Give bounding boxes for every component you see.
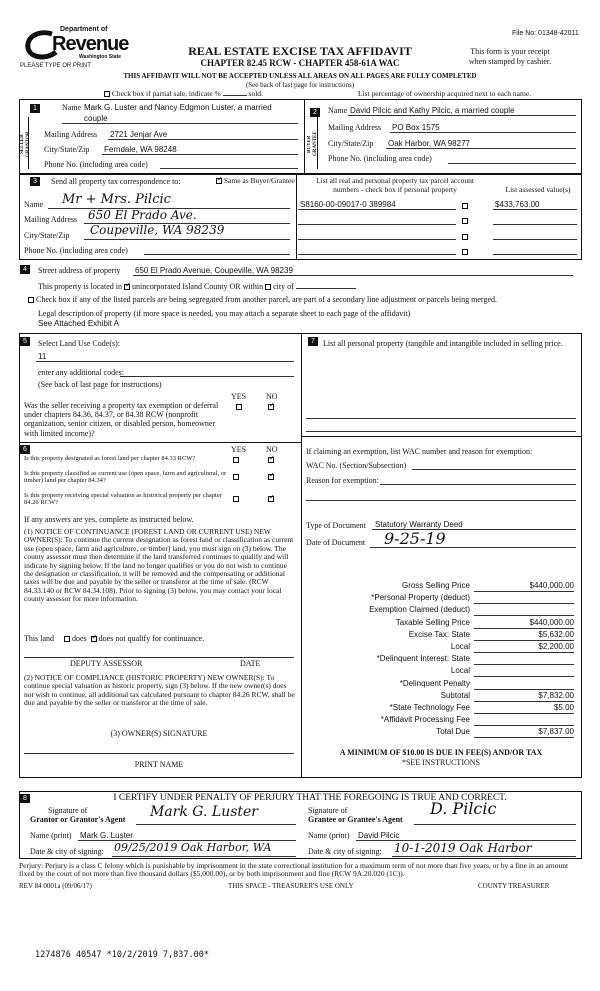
doc-type-label: Type of Document: [306, 521, 366, 530]
treasurer-stamp: 1274876 40547 *10/2/2019 7,837.00*: [35, 950, 209, 960]
section-5-number: 5: [20, 337, 30, 346]
tax-row-label: Excise Tax: State: [408, 629, 470, 639]
personal-property-label: List all personal property (tangible and intangible included in selling price.: [323, 339, 563, 348]
personal-property-line-1[interactable]: [306, 418, 576, 419]
buyer-side-label: BUYER GRANTEE: [307, 131, 318, 157]
tax-row-label: Total Due: [436, 727, 470, 737]
buyer-name[interactable]: David Pilcic and Kathy Pilcic, a married couple: [350, 106, 515, 115]
grantee-sig-label-1: Signature of: [308, 806, 348, 815]
parcels-header-2: numbers - check box if personal property: [333, 185, 457, 194]
wac-field[interactable]: [412, 469, 576, 470]
see-instructions-note: *SEE INSTRUCTIONS: [401, 758, 480, 767]
assessor-signature-line[interactable]: [24, 657, 294, 658]
tax-row-value[interactable]: $440,000.00: [474, 581, 574, 592]
tax-row-label: *Affidavit Processing Fee: [380, 715, 470, 725]
located-row: [38, 282, 356, 291]
same-as-buyer-label: Same as Buyer/Grantee: [223, 176, 295, 185]
tax-row-label: Exemption Claimed (deduct): [369, 605, 470, 615]
unincorporated-label: unincorporated Island County OR within: [131, 282, 264, 291]
partial-sale-label: Check box if partial sale, indicate %: [111, 89, 221, 98]
grantee-sig-label-2: Grantee or Grantee's Agent: [308, 815, 403, 824]
city-of-field[interactable]: [296, 288, 356, 289]
compliance-notice: (2) NOTICE OF COMPLIANCE (HISTORIC PROPERTY) NEW OWNER(S): To continue special valuation as historic property, sign (3) below. If the new owner(s) does not wish to continue, all additional tax calculated pursuant to chapter 84.26 RCW, shall be due and payable by the seller or transferor at the time of sale.: [24, 673, 295, 708]
partial-sale-row: [104, 90, 263, 99]
minimum-due-note: A MINIMUM OF $10.00 IS DUE IN FEE(S) AND/OR TAX: [339, 748, 543, 757]
this-land-label: This land: [24, 634, 54, 643]
located-label: This property is located in: [38, 282, 122, 291]
segregated-row: [28, 295, 497, 304]
seller-mailing-label: Mailing Address: [44, 130, 98, 139]
land-use-no-header: NO: [266, 392, 278, 401]
grantor-name-label: Name (print): [30, 831, 72, 840]
tax-row-label: Gross Selling Price: [401, 581, 470, 590]
certification-statement: I CERTIFY UNDER PENALTY OF PERJURY THAT THE FOREGOING IS TRUE AND CORRECT.: [113, 793, 507, 803]
forest-land-question: Is this property designated as forest land per chapter 84.33 RCW?: [24, 455, 196, 462]
tax-row-value[interactable]: [474, 593, 574, 604]
logo-department-text: Department of: [60, 26, 108, 33]
grantee-date-city[interactable]: 10-1-2019 Oak Harbor: [394, 841, 532, 855]
grantor-date-label: Date & city of signing:: [30, 847, 104, 856]
continuance-notice: (1) NOTICE OF CONTINUANCE (FOREST LAND OR CURRENT USE) NEW OWNER(S): To continue the current designation as forest land or classification as current use (open space, farm and agriculture, or timber) land, you must sign on (3) below. The county assessor must then determine if the land transferred continues to qualify and will indicate by signing below. If the land no longer qualifies or you do not wish to continue the designation or classification, it will be removed and the compensating or additional taxes will be due and payable by the seller or transferor at the time of sale. (RCW 84.33.140 or RCW 84.34.108). Prior to signing (3) below, you may contact your local county assessor for more information.: [24, 527, 294, 604]
form-subtitle: CHAPTER 82.45 RCW - CHAPTER 458-61A WAC: [200, 58, 400, 68]
buyer-city-label: City/State/Zip: [328, 139, 374, 148]
deputy-assessor-label: DEPUTY ASSESSOR: [70, 659, 143, 668]
corr-name-handwritten[interactable]: Mr + Mrs. Pilcic: [62, 192, 171, 207]
legal-description-label: Legal description of property (if more space is needed, you may attach a separate sheet to each page of the affidavit): [38, 309, 411, 318]
section-8-number: 8: [20, 794, 30, 803]
partial-percent-field[interactable]: [223, 95, 247, 96]
parcel-row-2[interactable]: [298, 224, 456, 225]
land-use-yes-header: YES: [231, 392, 247, 401]
completeness-warning: THIS AFFIDAVIT WILL NOT BE ACCEPTED UNLESS ALL AREAS ON ALL PAGES ARE FULLY COMPLETED: [123, 72, 477, 80]
exemption-question: Was the seller receiving a property tax exemption or deferral under chapters 84.36, 84.37, or 84.38 RCW (nonprofit organization, senior citizen, or disabled person, homeowner with limited income)?: [24, 401, 219, 438]
land-use-code[interactable]: 11: [38, 352, 47, 361]
does-not-label: does not: [98, 634, 126, 643]
buyer-name-label: Name: [328, 106, 348, 115]
tax-row-value[interactable]: [474, 605, 574, 616]
reason-field-2[interactable]: [306, 500, 576, 501]
logo-state-text: Washington State: [79, 54, 122, 60]
sold-label: sold.: [248, 89, 263, 98]
section-3-number: 3: [30, 177, 40, 186]
buyer-mailing-label: Mailing Address: [328, 123, 382, 132]
corr-phone-label: Phone No. (including area code): [24, 246, 128, 255]
forest-no-checkbox[interactable]: [268, 455, 274, 464]
exemption-no-checkbox[interactable]: [268, 402, 274, 411]
does-label: does: [72, 634, 87, 643]
historic-no-checkbox[interactable]: [268, 494, 274, 503]
additional-codes-label: enter any additional codes:: [38, 368, 124, 377]
historic-yes-checkbox[interactable]: [233, 494, 239, 503]
buyer-mailing[interactable]: PO Box 1575: [392, 123, 440, 132]
current-use-question: Is this property classified as current use (open space, farm and agricultural, or timber) land per chapter 84.34?: [24, 470, 227, 485]
tax-row-label: Local: [450, 642, 470, 651]
assessed-header: List assessed value(s): [505, 185, 571, 194]
assessed-value-1[interactable]: $433,763.00: [495, 200, 540, 209]
correspondence-label: Send all property tax correspondence to:: [51, 177, 181, 186]
seller-name-label: Name: [62, 103, 82, 112]
legal-description[interactable]: See Attached Exhibit A: [38, 319, 119, 328]
does-checkbox[interactable]: [64, 636, 70, 642]
perjury-notice: Perjury: Perjury is a class C felony which is punishable by imprisonment in the state correctional institution for a maximum term of not more than five years, or by a fine in an amount fixed by the court of not more than five thousand dollars ($5,000.00), or by both imprisonment and fine (RCW 9A.20.020 (1C)).: [19, 861, 569, 879]
corr-mailing-handwritten[interactable]: 650 El Prado Ave.: [88, 208, 197, 222]
buyer-city[interactable]: Oak Harbor, WA 98277: [388, 139, 470, 148]
city-of-label: city of: [273, 282, 294, 291]
assessor-date-label: DATE: [240, 659, 261, 668]
corr-name-label: Name: [24, 200, 44, 209]
seller-side-label: SELLER GRANTOR: [20, 131, 31, 157]
section-6-number: 6: [20, 445, 30, 454]
parcel-row-3[interactable]: [298, 239, 456, 240]
receipt-note-1: This form is your receipt: [470, 47, 550, 56]
instructions-note: (See back of last page for instructions): [245, 81, 355, 89]
seller-phone-field[interactable]: [160, 168, 298, 169]
tax-row-label: *Personal Property (deduct): [371, 593, 470, 603]
grantee-name[interactable]: David Pilcic: [358, 831, 400, 840]
seller-phone-label: Phone No. (including area code): [44, 160, 148, 169]
same-as-buyer-checkbox[interactable]: [216, 178, 222, 184]
wac-label: WAC No. (Section/Subsection): [306, 461, 407, 470]
document-date-handwritten[interactable]: 9-25-19: [384, 529, 446, 548]
property-street[interactable]: 650 El Prado Avenue, Coupeville, WA 98239: [135, 266, 293, 275]
tax-row-label: Subtotal: [440, 690, 470, 700]
continuance-row: [24, 634, 204, 643]
segregated-label: Check box if any of the listed parcels are being segregated from another parcel, are part of a secondary line adjustment or parcels being merged.: [36, 295, 497, 304]
parcel-2-checkbox[interactable]: [462, 216, 468, 225]
section-4-number: 4: [20, 265, 30, 274]
grantor-signature[interactable]: Mark G. Luster: [150, 804, 258, 820]
if-yes-note: If any answers are yes, complete as instructed below.: [24, 515, 194, 524]
corr-city-handwritten[interactable]: Coupeville, WA 98239: [90, 223, 225, 237]
reason-field[interactable]: [380, 484, 576, 485]
receipt-note-2: when stamped by cashier.: [468, 57, 552, 66]
buyer-phone-field[interactable]: [448, 163, 576, 164]
seller-city[interactable]: Ferndale, WA 98248: [104, 145, 177, 154]
does-not-checkbox[interactable]: [91, 636, 97, 642]
tax-row-value[interactable]: $5,632.00: [474, 630, 574, 641]
doc-date-label: Date of Document: [306, 538, 366, 547]
tax-row-value[interactable]: $440,000.00: [474, 618, 574, 629]
parcel-3-checkbox[interactable]: [462, 232, 468, 241]
tax-row-value[interactable]: [474, 654, 574, 665]
tax-row-value[interactable]: $7,832.00: [474, 691, 574, 702]
parcel-4-checkbox[interactable]: [462, 247, 468, 256]
form-number: REV 84 0001a (09/06/17): [19, 882, 92, 890]
exemption-yes-checkbox[interactable]: [236, 402, 242, 411]
historic-question: Is this property receiving special valuation as historical property per chapter 84.26 RCW?: [24, 492, 222, 507]
grantor-name[interactable]: Mark G. Luster: [80, 831, 133, 840]
land-use-see-back: (See back of last page for instructions): [38, 380, 162, 389]
section6-yes-header: YES: [231, 445, 247, 454]
owner-signature-label: (3) OWNER(S) SIGNATURE: [110, 729, 208, 738]
section-7-number: 7: [308, 337, 318, 346]
tax-row-label: *State Technology Fee: [389, 703, 470, 712]
tax-row-label: *Delinquent Interest: State: [376, 654, 470, 664]
form-title: REAL ESTATE EXCISE TAX AFFIDAVIT: [188, 44, 412, 58]
personal-property-line-2[interactable]: [306, 431, 576, 432]
seller-name[interactable]: Mark G. Luster and Nancy Edgmon Luster, a married: [84, 103, 272, 112]
forest-yes-checkbox[interactable]: [233, 455, 239, 464]
grantor-date-city[interactable]: 09/25/2019 Oak Harbor, WA: [114, 841, 272, 854]
seller-city-label: City/State/Zip: [44, 145, 90, 154]
parcel-row-4[interactable]: [298, 254, 456, 255]
tax-row-value[interactable]: $5.00: [474, 703, 574, 714]
grantee-name-label: Name (print): [308, 831, 350, 840]
current-use-no-checkbox[interactable]: [268, 472, 274, 481]
treasurer-space-label: THIS SPACE - TREASURER'S USE ONLY: [228, 882, 354, 890]
buyer-phone-label: Phone No. (including area code): [328, 154, 432, 163]
tax-row-value[interactable]: $7,837.00: [474, 727, 574, 738]
same-as-buyer-option[interactable]: [216, 177, 295, 186]
unincorporated-checkbox[interactable]: [124, 284, 130, 290]
please-type-note: PLEASE TYPE OR PRINT: [20, 63, 91, 69]
current-use-yes-checkbox[interactable]: [233, 472, 239, 481]
county-treasurer-label: COUNTY TREASURER: [478, 882, 550, 890]
parcel-1-checkbox[interactable]: [462, 201, 468, 210]
exemption-claim-label: If claiming an exemption, list WAC number and reason for exemption:: [306, 447, 533, 456]
document-type[interactable]: Statutory Warranty Deed: [375, 520, 463, 529]
section6-no-header: NO: [266, 445, 278, 454]
parcels-header-1: List all real and personal property tax parcel account: [316, 176, 474, 185]
file-number: File No: 01348-42011: [512, 30, 579, 37]
tax-row-value[interactable]: [474, 666, 574, 677]
grantor-sig-label-1: Signature of: [48, 806, 88, 815]
land-use-label: Select Land Use Code(s):: [38, 339, 120, 348]
segregated-checkbox[interactable]: [28, 297, 34, 303]
additional-codes-field[interactable]: [120, 376, 294, 377]
tax-row-label: Local: [450, 666, 470, 676]
tax-row-value[interactable]: $2,200.00: [474, 642, 574, 653]
corr-city-label: City/State/Zip: [24, 231, 70, 240]
parcel-number-1[interactable]: S8160-00-09017-0 389984: [300, 200, 396, 209]
dor-logo: [22, 24, 127, 68]
tax-row-value[interactable]: [474, 679, 574, 690]
grantee-signature[interactable]: D. Pilcic: [430, 799, 497, 818]
corr-phone-field[interactable]: [144, 254, 290, 255]
corr-mailing-label: Mailing Address: [24, 215, 78, 224]
ownership-note: List percentage of ownership acquired next to each name.: [358, 89, 532, 98]
street-label: Street address of property: [38, 266, 121, 275]
seller-name-continued[interactable]: couple: [84, 114, 108, 123]
logo-revenue-text: Revenue: [52, 33, 129, 55]
tax-row-label: *Delinquent Penalty: [399, 678, 470, 688]
reason-label: Reason for exemption:: [306, 476, 379, 485]
section-1-number: 1: [30, 104, 40, 113]
partial-sale-checkbox[interactable]: [104, 91, 110, 97]
section-2-number: 2: [310, 108, 320, 117]
owner-signature-line[interactable]: [24, 753, 294, 754]
grantor-sig-label-2: Grantor or Grantor's Agent: [30, 815, 126, 824]
seller-mailing[interactable]: 2721 Jenjar Ave: [110, 130, 168, 139]
print-name-label: PRINT NAME: [134, 760, 184, 769]
grantee-date-label: Date & city of signing:: [308, 847, 382, 856]
tax-row-label: Taxable Selling Price: [395, 617, 470, 627]
city-of-checkbox[interactable]: [265, 284, 271, 290]
tax-row-value[interactable]: [474, 715, 574, 726]
qualify-label: qualify for continuance.: [127, 634, 205, 643]
